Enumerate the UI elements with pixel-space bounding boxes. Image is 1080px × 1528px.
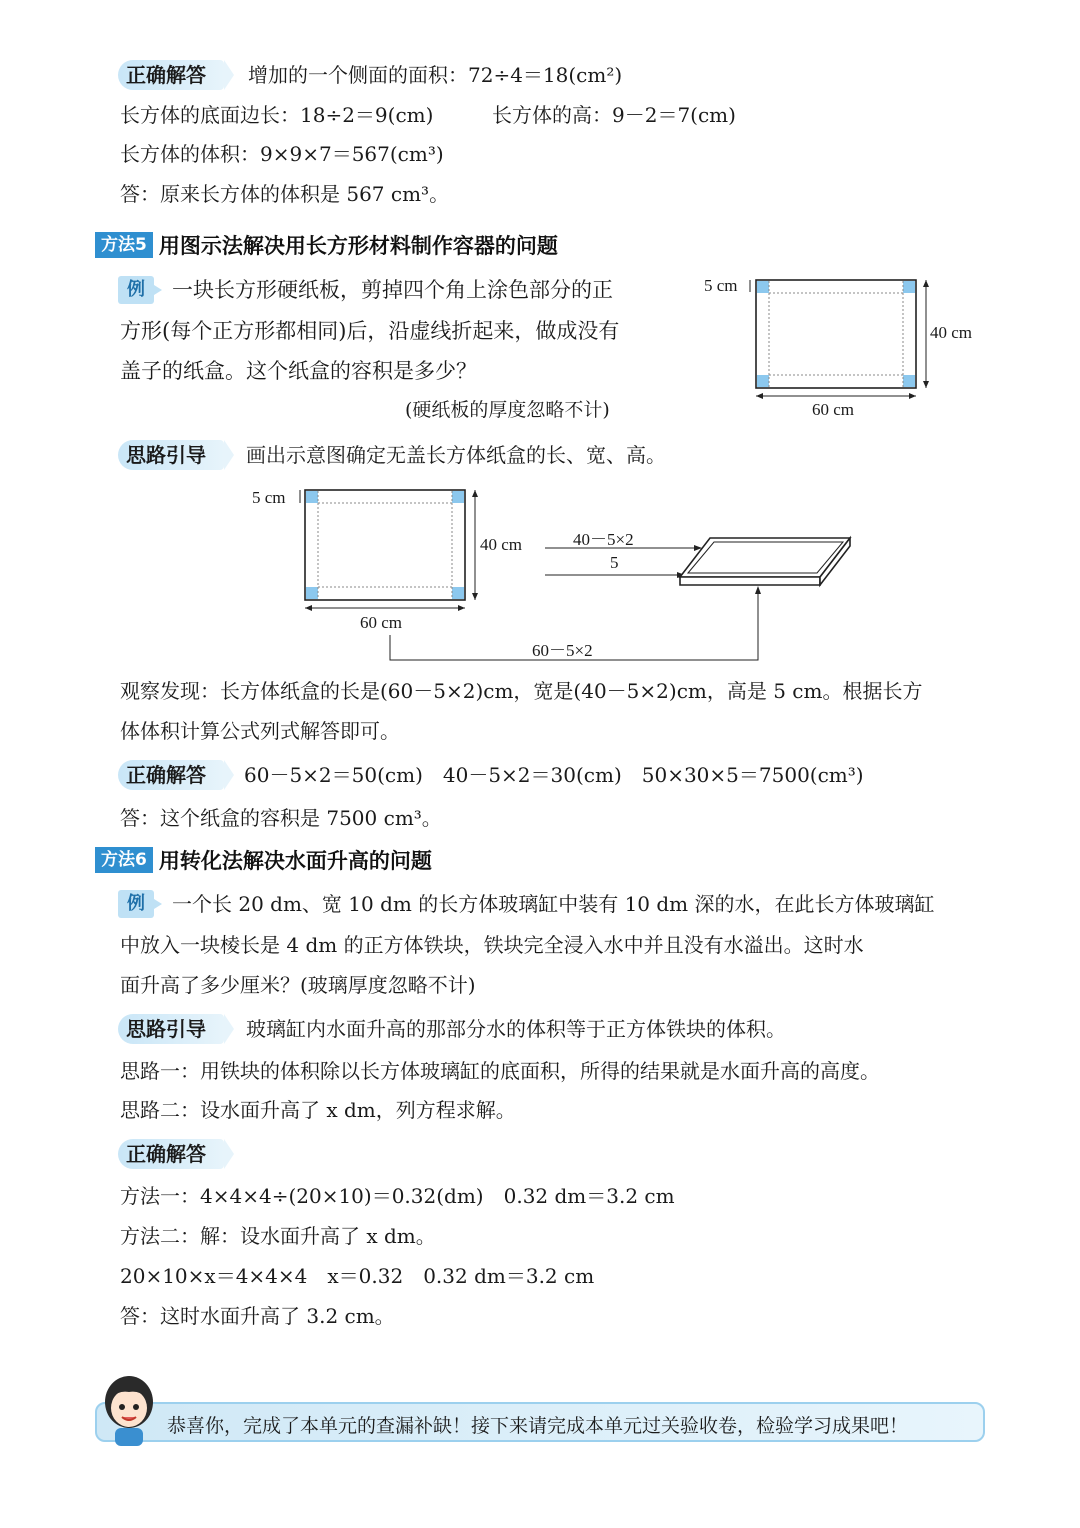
corner-square <box>903 375 915 387</box>
example-badge: 例 <box>118 890 154 918</box>
method6-heading <box>95 846 432 874</box>
banner-text: 恭喜你，完成了本单元的查漏补缺！接下来请完成本单元过关验收卷，检验学习成果吧！ <box>167 1415 909 1437</box>
example-text: 一块长方形硬纸板，剪掉四个角上涂色部分的正 <box>172 278 613 302</box>
conclusion-line: 答：这时水面升高了 3.2 cm。 <box>120 1304 395 1328</box>
example-badge: 例 <box>118 276 154 304</box>
answer-line: 长方体的体积：9×9×7＝567(cm³) <box>120 142 444 166</box>
hint-text: 画出示意图确定无盖长方体纸盒的长、宽、高。 <box>246 443 666 467</box>
answer-line: 方法一：4×4×4÷(20×10)＝0.32(dm) 0.32 dm＝3.2 cm <box>120 1184 675 1208</box>
answer-tag: 正确解答 <box>118 760 224 790</box>
answer-line: 60－5×2＝50(cm) 40－5×2＝30(cm) 50×30×5＝7500(cm³) <box>244 763 864 787</box>
corner-square <box>452 491 464 503</box>
width-expr-label: 40－5×2 <box>573 530 634 549</box>
congrats-banner <box>95 1402 985 1442</box>
corner-label: 5 cm <box>252 488 286 507</box>
height-expr-label: 5 <box>610 553 619 572</box>
hint-tag: 思路引导 <box>118 1014 224 1044</box>
conclusion-line: 答：这个纸盒的容积是 7500 cm³。 <box>120 806 442 830</box>
method-badge: 方法6 <box>95 847 153 873</box>
width-label: 60 cm <box>360 613 403 632</box>
height-label: 40 cm <box>480 535 523 554</box>
answer-line: 方法二：解：设水面升高了 x dm。 <box>120 1224 436 1248</box>
corner-square <box>306 491 318 503</box>
method-title: 用转化法解决水面升高的问题 <box>158 849 432 873</box>
example-text: 中放入一块棱长是 4 dm 的正方体铁块，铁块完全浸入水中并且没有水溢出。这时水 <box>120 933 864 957</box>
example-text: 方形(每个正方形都相同)后，沿虚线折起来，做成没有 <box>120 319 620 343</box>
example-text: 盖子的纸盒。这个纸盒的容积是多少？ <box>120 359 477 383</box>
length-expr-label: 60－5×2 <box>532 641 593 660</box>
answer-tag: 正确解答 <box>118 1139 224 1169</box>
hint-text: 玻璃缸内水面升高的那部分水的体积等于正方体铁块的体积。 <box>246 1017 786 1041</box>
corner-square <box>757 281 769 293</box>
conclusion-line: 答：原来长方体的体积是 567 cm³。 <box>120 182 450 206</box>
answer-line: 长方体的底面边长：18÷2＝9(cm) <box>120 103 434 127</box>
answer-line: 20×10×x＝4×4×4 x＝0.32 0.32 dm＝3.2 cm <box>120 1264 595 1288</box>
method-title: 用图示法解决用长方形材料制作容器的问题 <box>158 234 558 258</box>
idea-line: 思路一：用铁块的体积除以长方体玻璃缸的底面积，所得的结果就是水面升高的高度。 <box>120 1059 880 1083</box>
answer-line: 增加的一个侧面的面积：72÷4＝18(cm²) <box>248 63 623 87</box>
method-badge: 方法5 <box>95 232 153 258</box>
example-note: (硬纸板的厚度忽略不计) <box>405 399 610 421</box>
width-label: 60 cm <box>812 400 855 419</box>
corner-square <box>903 281 915 293</box>
height-label: 40 cm <box>930 323 973 342</box>
cardboard-outline <box>756 280 916 388</box>
method5-heading <box>95 231 558 259</box>
corner-square <box>757 375 769 387</box>
corner-label: 5 cm <box>704 276 738 295</box>
answer-tag: 正确解答 <box>118 60 224 90</box>
corner-square <box>452 587 464 599</box>
idea-line: 思路二：设水面升高了 x dm，列方程求解。 <box>120 1098 516 1122</box>
example-text: 一个长 20 dm、宽 10 dm 的长方体玻璃缸中装有 10 dm 深的水，在此长方体玻璃缸 <box>172 892 935 916</box>
example-text: 面升高了多少厘米？(玻璃厚度忽略不计) <box>120 973 476 997</box>
observation-text: 体体积计算公式列式解答即可。 <box>120 719 400 743</box>
girl-avatar-icon <box>95 1372 163 1446</box>
hint-tag: 思路引导 <box>118 440 224 470</box>
answer-line: 长方体的高：9－2＝7(cm) <box>492 103 736 127</box>
corner-square <box>306 587 318 599</box>
observation-text: 观察发现：长方体纸盒的长是(60－5×2)cm，宽是(40－5×2)cm，高是 5 cm。根据长方 <box>120 679 923 703</box>
cardboard-outline <box>305 490 465 600</box>
